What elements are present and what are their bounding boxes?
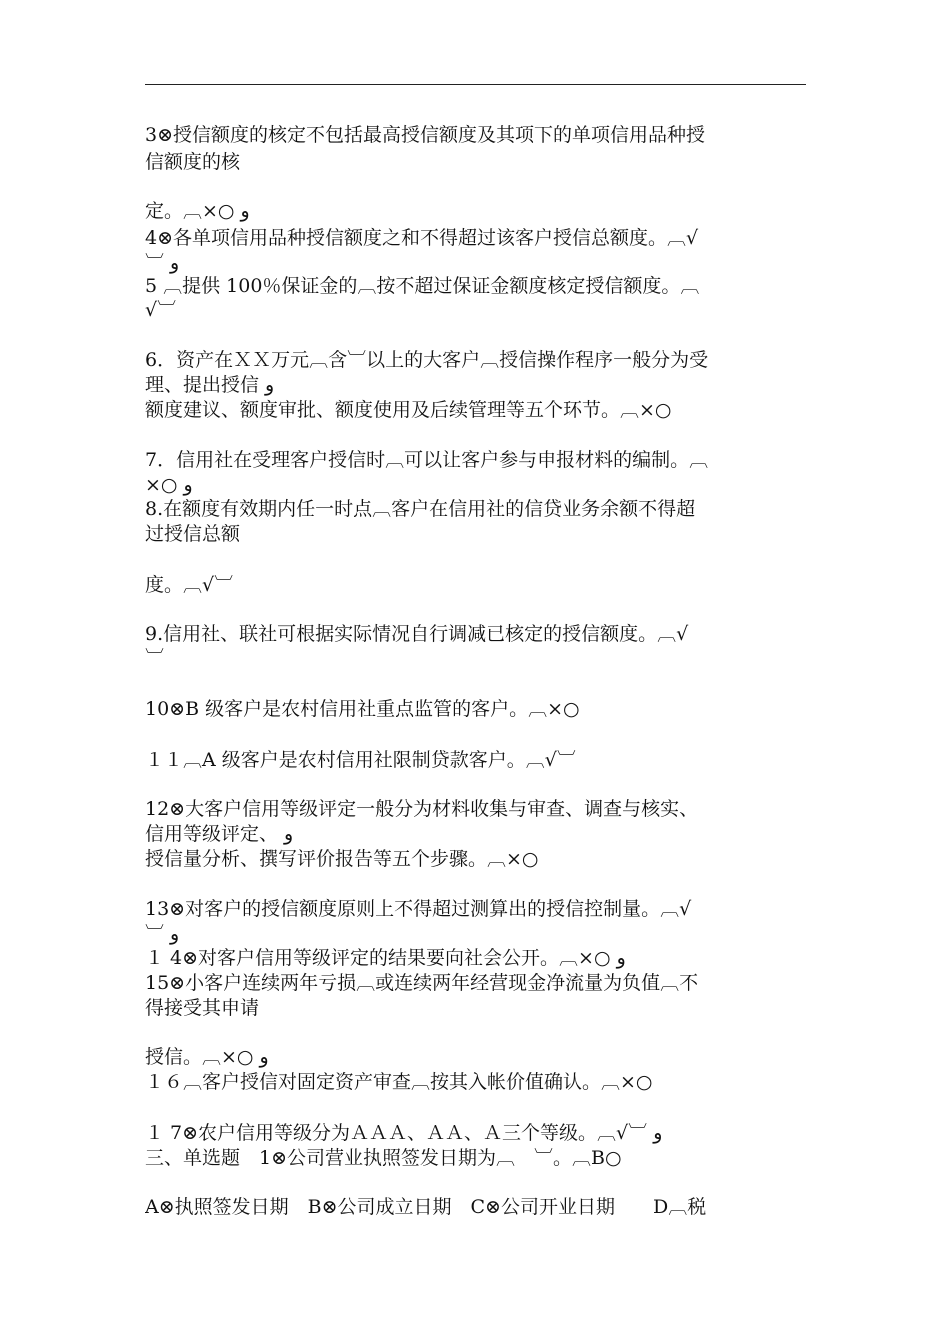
text-line: 三、单选题 1⊗公司营业执照签发日期为︹ ︺。︹B○ xyxy=(145,1147,622,1169)
text-line: 过授信总额 xyxy=(145,523,241,545)
text-line: 信额度的核 xyxy=(145,151,241,173)
text-line: 5 ︹提供 100％保证金的︹按不超过保证金额度核定授信额度。︹ xyxy=(145,275,700,297)
text-line: 12⊗大客户信用等级评定一般分为材料收集与审查、调查与核实、 xyxy=(145,798,699,820)
text-line: ︺ و xyxy=(145,923,180,945)
header-rule xyxy=(145,84,806,85)
text-line: 得接受其申请 xyxy=(145,997,260,1019)
text-line: 理、提出授信 و xyxy=(145,374,275,396)
text-line: ×○ و xyxy=(145,474,193,496)
text-line: √︺ xyxy=(145,299,177,321)
text-line: 度。︹√︺ xyxy=(145,574,234,596)
text-line: １ 4⊗对客户信用等级评定的结果要向社会公开。︹×○ و xyxy=(145,947,626,969)
text-line: 10⊗B 级客户是农村信用社重点监管的客户。︹×○ xyxy=(145,698,580,720)
text-line: ︺ xyxy=(145,647,165,669)
text-line: 6．资产在ＸＸ万元︹含︺以上的大客户︹授信操作程序一般分为受 xyxy=(145,349,709,371)
text-line: 15⊗小客户连续两年亏损︹或连续两年经营现金净流量为负值︹不 xyxy=(145,972,699,994)
text-line: １ 7⊗农户信用等级分为ＡＡＡ、ＡＡ、Ａ三个等级。︹√︺ و xyxy=(145,1122,663,1144)
text-line: １６︹客户授信对固定资产审查︹按其入帐价值确认。︹×○ xyxy=(145,1071,653,1093)
text-line: 授信量分析、撰写评价报告等五个步骤。︹×○ xyxy=(145,848,539,870)
text-line: ︺ و xyxy=(145,252,180,274)
text-line: 额度建议、额度审批、额度使用及后续管理等五个环节。︹×○ xyxy=(145,399,672,421)
text-line: 13⊗对客户的授信额度原则上不得超过测算出的授信控制量。︹√ xyxy=(145,898,692,920)
text-line: 3⊗授信额度的核定不包括最高授信额度及其项下的单项信用品种授 xyxy=(145,124,706,146)
text-line: 信用等级评定、 و xyxy=(145,823,294,845)
text-line: A⊗执照签发日期 B⊗公司成立日期 C⊗公司开业日期 D︹税 xyxy=(145,1196,707,1218)
text-line: 定。︹×○ و xyxy=(145,200,250,222)
text-line: 4⊗各单项信用品种授信额度之和不得超过该客户授信总额度。︹√ xyxy=(145,227,699,249)
text-line: 7．信用社在受理客户授信时︹可以让客户参与申报材料的编制。︹ xyxy=(145,449,709,471)
text-line: 8.在额度有效期内任一时点︹客户在信用社的信贷业务余额不得超 xyxy=(145,498,696,520)
text-line: １１︹A 级客户是农村信用社限制贷款客户。︹√︺ xyxy=(145,749,576,771)
text-line: 授信。︹×○ و xyxy=(145,1046,269,1068)
text-line: 9.信用社、联社可根据实际情况自行调减已核定的授信额度。︹√ xyxy=(145,623,689,645)
